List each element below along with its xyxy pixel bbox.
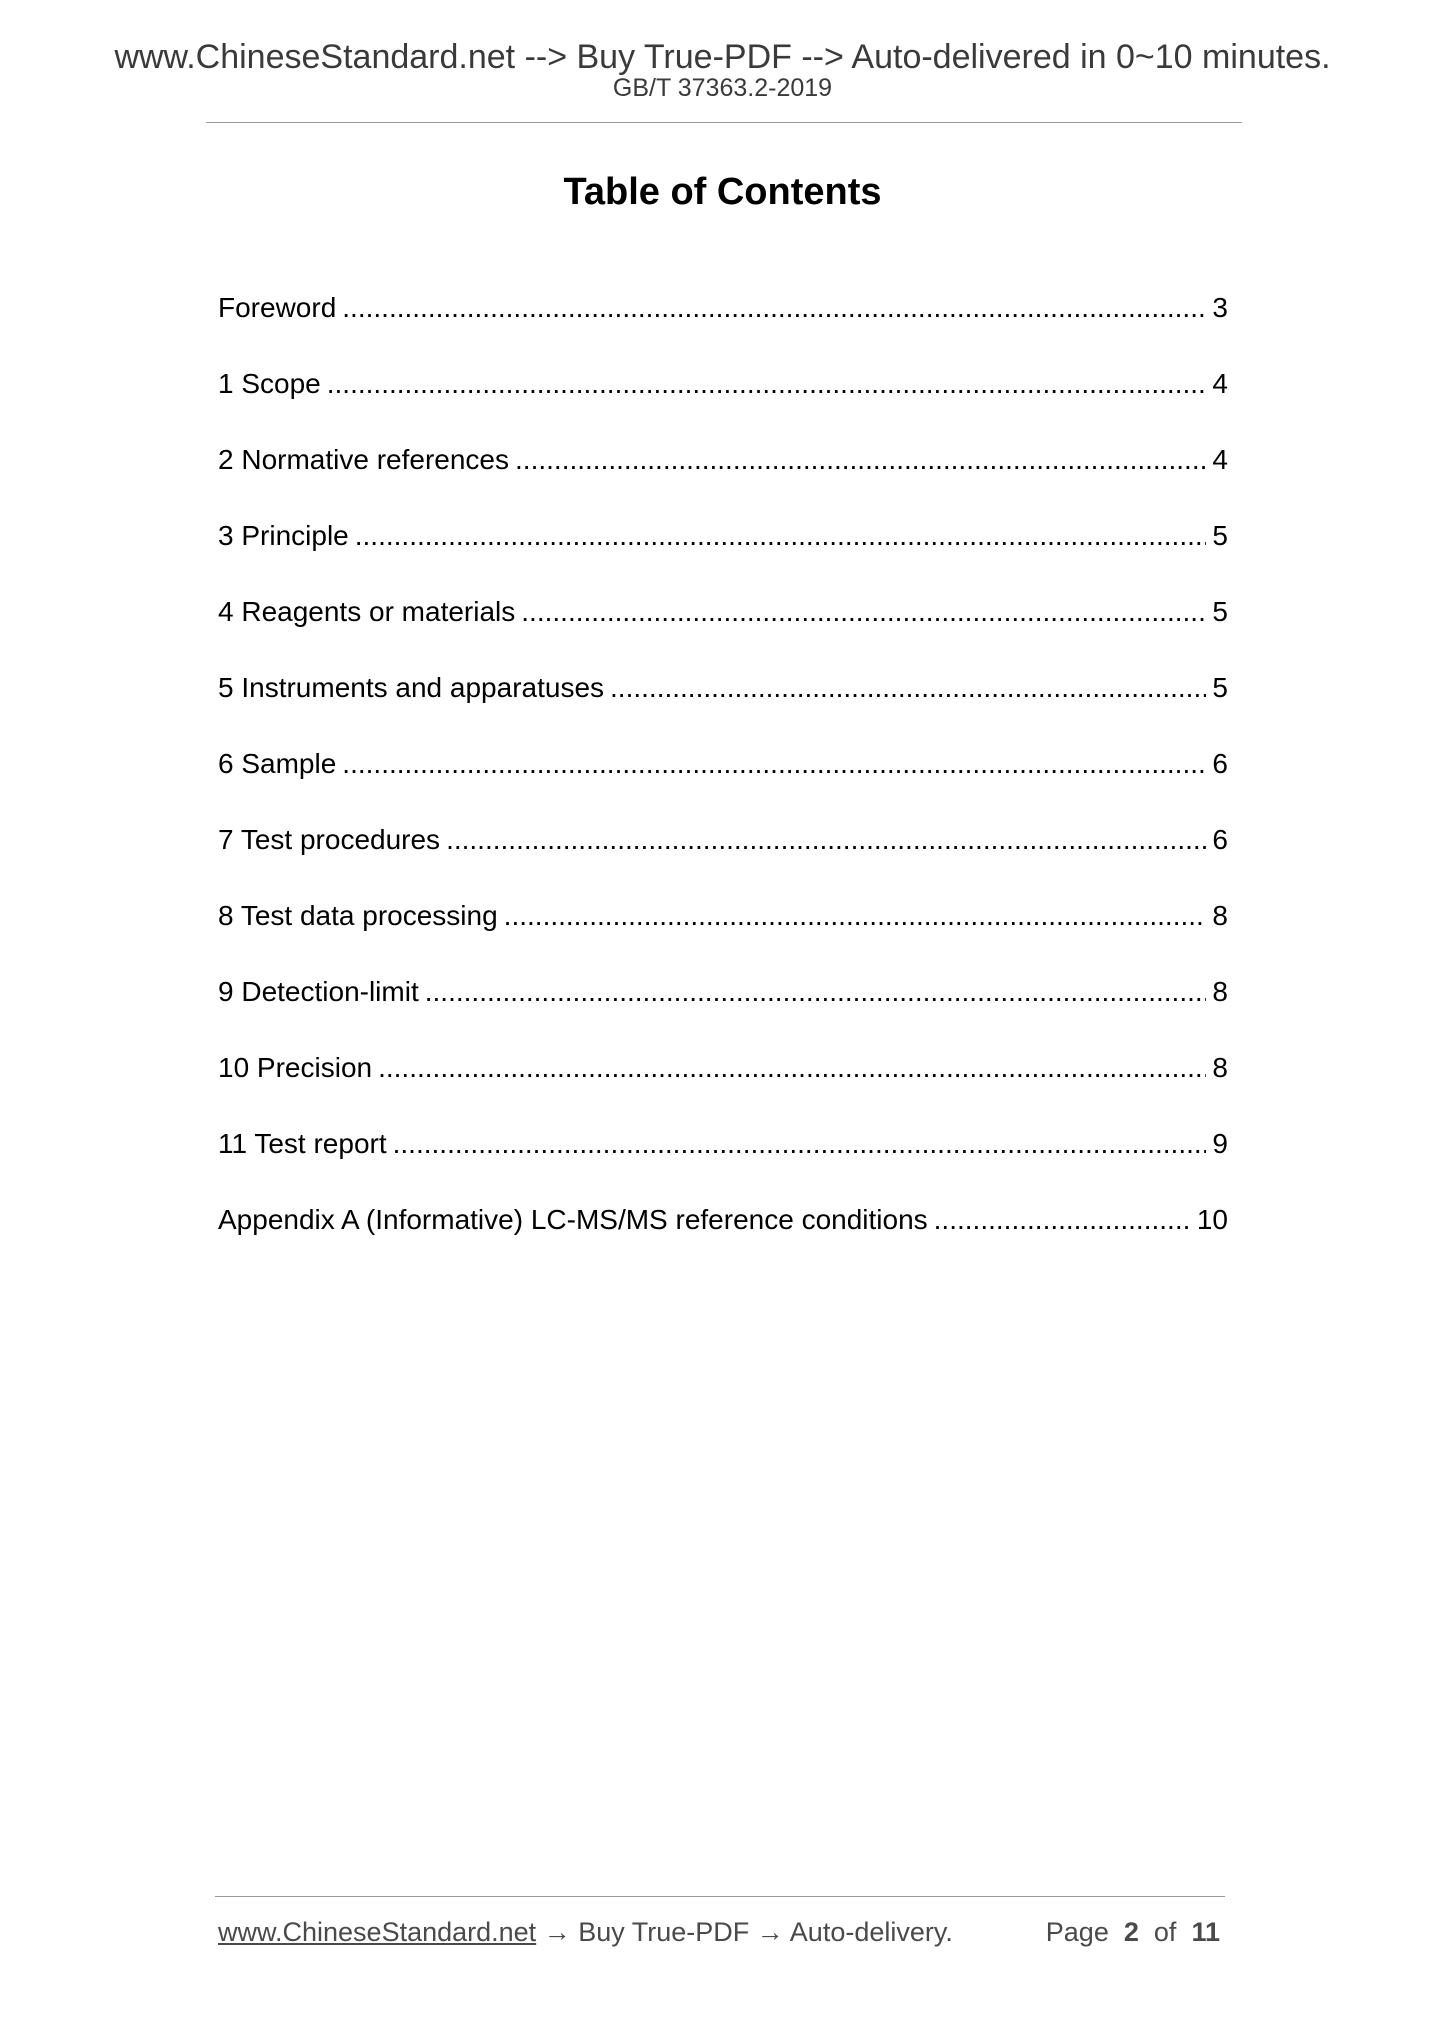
toc-entry-label: 10 Precision [218, 1052, 373, 1083]
toc-dot-leader [342, 286, 1206, 330]
toc-dot-leader [610, 666, 1206, 710]
toc-entry-label: 9 Detection-limit [218, 976, 419, 1007]
toc-entry-page: 8 [1212, 976, 1228, 1007]
toc-dot-leader [378, 1046, 1206, 1090]
toc-entry[interactable] [218, 286, 1228, 362]
toc-entry[interactable] [218, 590, 1228, 666]
toc-entry-label: 4 Reagents or materials [218, 596, 516, 627]
toc-entry[interactable] [218, 666, 1228, 742]
of-word: of [1153, 1917, 1177, 1947]
toc-dot-leader [515, 438, 1206, 482]
toc-entry[interactable] [218, 894, 1228, 970]
toc-entry-page: 8 [1212, 1052, 1228, 1083]
toc-entry-label: Appendix A (Informative) LC-MS/MS reference conditions [218, 1204, 928, 1235]
toc-entry-page: 4 [1212, 368, 1228, 399]
page-total: 11 [1191, 1917, 1220, 1947]
arrow-right-icon: → [543, 1917, 571, 1947]
page-current: 2 [1123, 1917, 1139, 1947]
toc-entry-page: 3 [1212, 292, 1228, 323]
toc-entry[interactable] [218, 1046, 1228, 1122]
toc-entry[interactable] [218, 742, 1228, 818]
page-number [1046, 1915, 1220, 1949]
toc-entry-page: 10 [1196, 1204, 1228, 1235]
toc-entry[interactable] [218, 970, 1228, 1046]
toc-entry-label: Foreword [218, 292, 337, 323]
toc-entry[interactable] [218, 818, 1228, 894]
toc-entry[interactable] [218, 1198, 1228, 1274]
footer-delivery-text: Auto-delivery. [789, 1917, 953, 1947]
toc-entry-label: 2 Normative references [218, 444, 510, 475]
toc-entry-page: 5 [1212, 596, 1228, 627]
toc-entry-label: 11 Test report [218, 1128, 387, 1159]
toc-entry[interactable] [218, 1122, 1228, 1198]
toc-dot-leader [521, 590, 1206, 634]
header-divider [206, 122, 1242, 123]
document-code: GB/T 37363.2-2019 [612, 74, 833, 102]
toc-dot-leader [934, 1198, 1191, 1242]
toc-dot-leader [327, 362, 1207, 406]
header-banner: www.ChineseStandard.net --> Buy True-PDF --> Auto-delivered in 0~10 minutes. [114, 38, 1331, 76]
footer-site-link[interactable]: www.ChineseStandard.net [218, 1917, 537, 1947]
toc-entry-label: 6 Sample [218, 748, 337, 779]
toc-dot-leader [446, 818, 1206, 862]
toc-entry-page: 9 [1212, 1128, 1228, 1159]
toc-entry-label: 1 Scope [218, 368, 321, 399]
toc-entry-page: 6 [1212, 824, 1228, 855]
toc-entry-page: 8 [1212, 900, 1228, 931]
footer-buy-text: Buy True-PDF [578, 1917, 750, 1947]
toc-dot-leader [355, 514, 1207, 558]
footer-divider [215, 1896, 1225, 1897]
toc-entry-page: 5 [1212, 520, 1228, 551]
toc-entry-label: 3 Principle [218, 520, 349, 551]
toc-entry-page: 4 [1212, 444, 1228, 475]
toc-title: Table of Contents [563, 171, 882, 213]
toc-entry[interactable] [218, 514, 1228, 590]
toc-entry-label: 8 Test data processing [218, 900, 498, 931]
toc-entry[interactable] [218, 362, 1228, 438]
toc-dot-leader [393, 1122, 1207, 1166]
page-footer [218, 1915, 1228, 1949]
toc-entry-label: 5 Instruments and apparatuses [218, 672, 605, 703]
page-word: Page [1045, 1917, 1109, 1947]
toc-dot-leader [342, 742, 1206, 786]
toc-entry-page: 6 [1212, 748, 1228, 779]
toc-entry-label: 7 Test procedures [218, 824, 441, 855]
arrow-right-icon: → [756, 1917, 784, 1947]
toc-dot-leader [504, 894, 1207, 938]
toc-entry-page: 5 [1212, 672, 1228, 703]
toc-entry[interactable] [218, 438, 1228, 514]
toc-list [218, 286, 1228, 1274]
toc-dot-leader [425, 970, 1207, 1014]
